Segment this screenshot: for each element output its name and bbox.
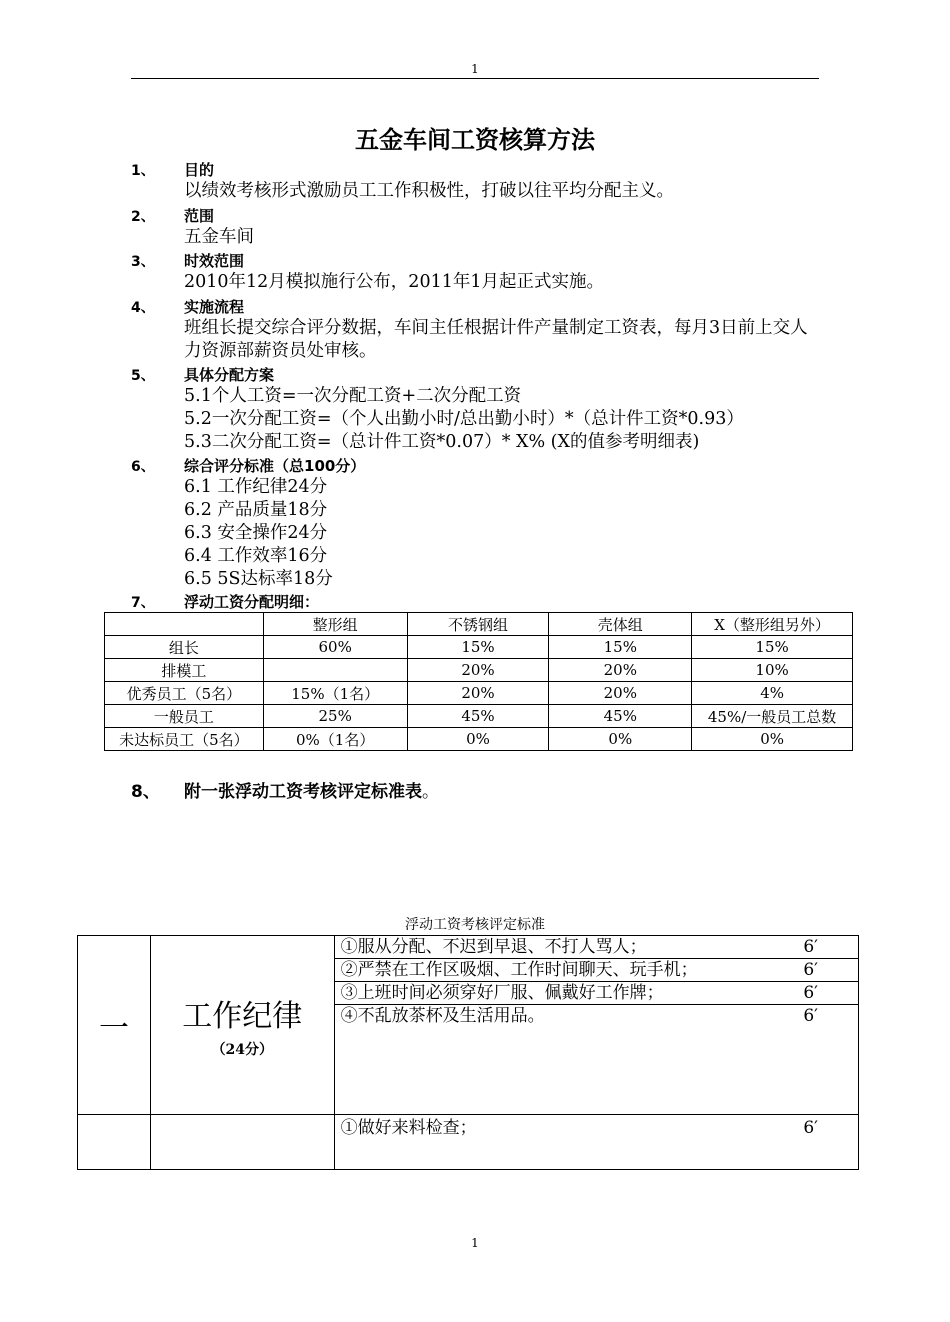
section-5-line-2: 5.2一次分配工资=（个人出勤小时/总出勤小时）*（总计件工资*0.93）: [184, 409, 744, 429]
criteria-item: [335, 959, 858, 982]
table-header-cell: [105, 613, 264, 636]
table-row: [105, 659, 853, 682]
table-cell: 15%: [407, 636, 549, 659]
category-name-cell: [150, 1115, 334, 1170]
header-rule: [131, 78, 819, 79]
distribution-table: [104, 612, 853, 751]
section-6-line-1: 6.1 工作纪律24分: [184, 477, 328, 497]
category-name-cell: [150, 936, 334, 1115]
section-6-number: 6、: [131, 459, 155, 475]
table-cell: 一般员工: [105, 705, 264, 728]
table-cell: 15%（1名）: [263, 682, 407, 705]
category-index-cell: [78, 1115, 151, 1170]
section-6-line-4: 6.4 工作效率16分: [184, 546, 328, 566]
table-header-cell: 整形组: [263, 613, 407, 636]
section-1-text: 以绩效考核形式激励员工工作积极性，打破以往平均分配主义。: [184, 181, 674, 201]
table-cell: 0%（1名）: [263, 728, 407, 751]
table-cell: 组长: [105, 636, 264, 659]
section-6-line-3: 6.3 安全操作24分: [184, 523, 328, 543]
section-5-line-1: 5.1个人工资=一次分配工资+二次分配工资: [184, 386, 522, 406]
criteria-item: [335, 1005, 858, 1027]
category-name: 工作纪律: [182, 999, 303, 1034]
table-header-cell: 不锈钢组: [407, 613, 549, 636]
section-2-text: 五金车间: [184, 227, 254, 247]
section-5-number: 5、: [131, 368, 155, 384]
section-4-number: 4、: [131, 300, 155, 316]
section-5-heading: 具体分配方案: [184, 366, 275, 384]
section-1-heading: 目的: [184, 161, 215, 179]
table-cell: 0%: [692, 728, 853, 751]
section-6-line-5: 6.5 5S达标率18分: [184, 569, 333, 589]
criteria-text: ②严禁在工作区吸烟、工作时间聊天、玩手机；: [340, 960, 698, 980]
table-row: [78, 1115, 859, 1170]
category-index: 一: [98, 1011, 129, 1046]
table-cell: 45%/一般员工总数: [692, 705, 853, 728]
section-1-number: 1、: [131, 163, 155, 179]
category-index-cell: [78, 936, 151, 1115]
criteria-score: 6′: [803, 983, 818, 1003]
criteria-score: 6′: [803, 1006, 818, 1026]
criteria-score: 6′: [803, 1118, 818, 1138]
section-5-line-3: 5.3二次分配工资=（总计件工资*0.07）* X% (X的值参考明细表): [184, 432, 700, 452]
footer-page-number: 1: [471, 1236, 479, 1250]
criteria-item: [335, 936, 858, 959]
section-2-number: 2、: [131, 209, 155, 225]
table-header-row: [105, 613, 853, 636]
section-3-number: 3、: [131, 254, 155, 270]
section-2-heading: 范围: [184, 207, 215, 225]
standard-table: [77, 935, 859, 1170]
table-cell: 20%: [407, 682, 549, 705]
criteria-score: 6′: [803, 937, 818, 957]
category-points: （24分）: [211, 1042, 274, 1058]
section-8-number: 8、: [131, 782, 160, 802]
criteria-item: [335, 982, 858, 1005]
section-8-bold-text: 附一张浮动工资考核评定标准表: [184, 782, 422, 802]
criteria-cell: [334, 1115, 858, 1170]
table-cell: 45%: [549, 705, 692, 728]
table-row: [105, 682, 853, 705]
criteria-cell: [334, 936, 858, 1115]
section-8-text: [184, 777, 439, 802]
table-cell: 0%: [549, 728, 692, 751]
section-4-text: 班组长提交综合评分数据，车间主任根据计件产量制定工资表，每月3日前上交人力资源部薪资员处审核。: [184, 318, 808, 361]
section-7-number: 7、: [131, 595, 155, 611]
table-cell: 15%: [549, 636, 692, 659]
criteria-text: ①做好来料检查；: [340, 1118, 477, 1138]
section-6-line-2: 6.2 产品质量18分: [184, 500, 328, 520]
table-cell: 4%: [692, 682, 853, 705]
table-row: [105, 636, 853, 659]
section-8-period: 。: [422, 782, 439, 802]
section-6-heading: 综合评分标准（总100分）: [184, 457, 366, 475]
table-cell: [263, 659, 407, 682]
header-page-number: 1: [471, 62, 479, 76]
table-cell: 10%: [692, 659, 853, 682]
criteria-score: 6′: [803, 960, 818, 980]
criteria-text: ③上班时间必须穿好厂服、佩戴好工作牌；: [340, 983, 664, 1003]
table-cell: 未达标员工（5名）: [105, 728, 264, 751]
section-4-heading: 实施流程: [184, 298, 245, 316]
standard-table-caption: 浮动工资考核评定标准: [405, 917, 545, 933]
criteria-item: [335, 1117, 858, 1139]
table-cell: 20%: [407, 659, 549, 682]
table-header-cell: 壳体组: [549, 613, 692, 636]
table-cell: 15%: [692, 636, 853, 659]
table-row: [105, 705, 853, 728]
section-3-heading: 时效范围: [184, 252, 245, 270]
table-header-cell: X（整形组另外）: [692, 613, 853, 636]
table-cell: 优秀员工（5名）: [105, 682, 264, 705]
document-title: 五金车间工资核算方法: [355, 125, 595, 154]
table-cell: 0%: [407, 728, 549, 751]
table-row: [105, 728, 853, 751]
table-cell: 20%: [549, 682, 692, 705]
table-cell: 排模工: [105, 659, 264, 682]
section-3-text: 2010年12月模拟施行公布，2011年1月起正式实施。: [184, 272, 604, 292]
table-cell: 45%: [407, 705, 549, 728]
table-row: [78, 936, 859, 1115]
section-7-heading: 浮动工资分配明细：: [184, 593, 320, 611]
table-cell: 20%: [549, 659, 692, 682]
table-cell: 25%: [263, 705, 407, 728]
table-cell: 60%: [263, 636, 407, 659]
criteria-text: ①服从分配、不迟到早退、不打人骂人；: [340, 937, 647, 957]
criteria-text: ④不乱放茶杯及生活用品。: [340, 1006, 545, 1026]
